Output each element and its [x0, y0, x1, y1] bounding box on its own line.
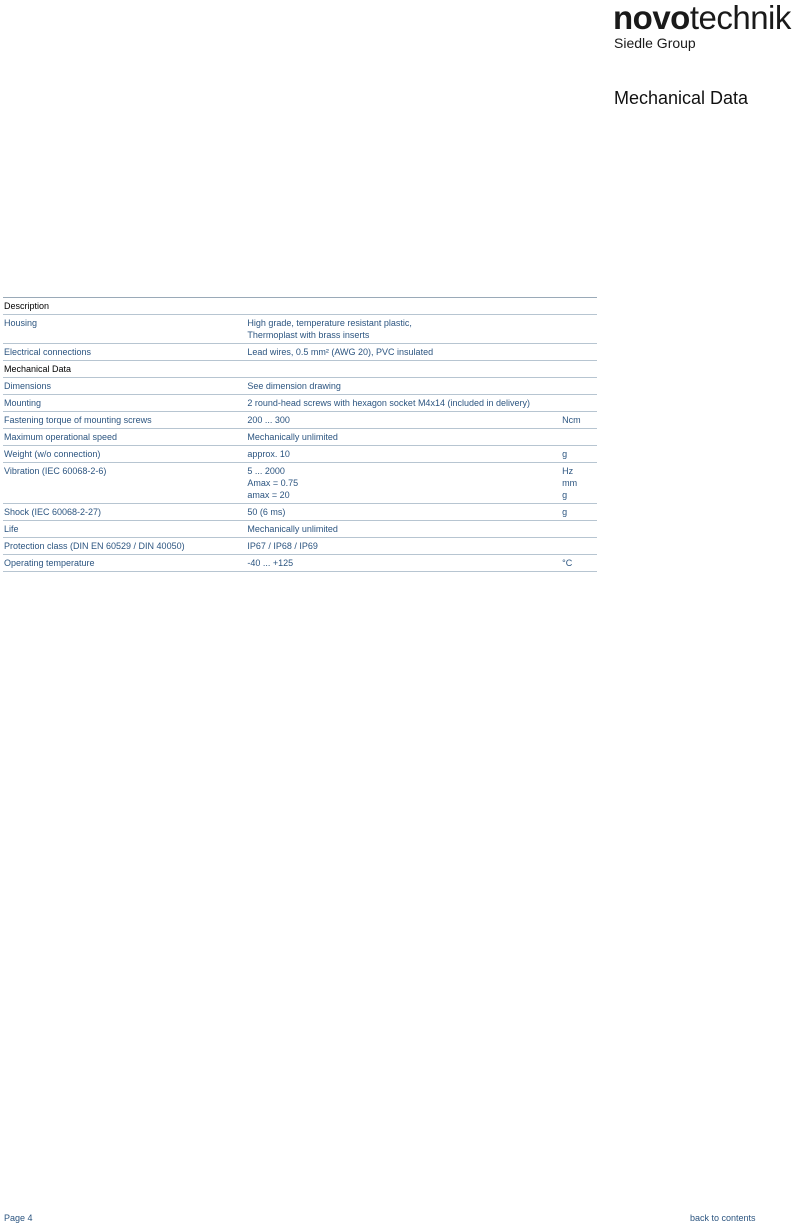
- value-line: 50 (6 ms): [247, 507, 286, 517]
- row-label: Housing: [4, 318, 38, 328]
- table-row: [3, 412, 597, 429]
- table-row: [3, 395, 597, 412]
- unit-line: [562, 380, 596, 392]
- back-to-contents-link[interactable]: back to contents: [690, 1213, 756, 1223]
- row-value: [246, 521, 561, 538]
- row-label: Weight (w/o connection): [4, 449, 101, 459]
- unit-line: [562, 397, 596, 409]
- row-unit: [561, 361, 597, 378]
- row-unit: [561, 298, 597, 315]
- value-line: -40 ... +125: [247, 558, 294, 568]
- table-row: [3, 315, 597, 344]
- page-number: Page 4: [4, 1213, 33, 1223]
- row-unit: [561, 378, 597, 395]
- value-line: High grade, temperature resistant plastic,: [247, 318, 412, 328]
- row-unit: [561, 412, 597, 429]
- row-label: Dimensions: [4, 381, 52, 391]
- row-value: [246, 315, 561, 344]
- table-row: [3, 429, 597, 446]
- row-value: [246, 395, 561, 412]
- unit-line: Ncm: [562, 415, 581, 425]
- row-label: Fastening torque of mounting screws: [4, 415, 152, 425]
- section-title: Mechanical Data: [4, 364, 72, 374]
- row-unit: [561, 344, 597, 361]
- value-line: approx. 10: [247, 449, 290, 459]
- page-title: Mechanical Data: [614, 88, 749, 108]
- unit-line: [562, 540, 596, 552]
- row-value: [246, 555, 561, 572]
- row-value: [246, 429, 561, 446]
- value-line: Mechanically unlimited: [247, 432, 338, 442]
- table-row: [3, 504, 597, 521]
- value-line: 5 ... 2000: [247, 466, 285, 476]
- table-row: [3, 446, 597, 463]
- value-line: IP67 / IP68 / IP69: [247, 541, 318, 551]
- row-unit: [561, 521, 597, 538]
- value-line: Amax = 0.75: [247, 478, 299, 488]
- row-value: [246, 446, 561, 463]
- row-unit: [561, 555, 597, 572]
- row-value: [246, 412, 561, 429]
- row-unit: [561, 538, 597, 555]
- value-line: 2 round-head screws with hexagon socket M4x14 (included in delivery): [247, 398, 530, 408]
- table-row: [3, 378, 597, 395]
- logo-wordmark-bold: novo: [613, 0, 690, 36]
- unit-line: °C: [562, 558, 573, 568]
- row-value: [246, 361, 561, 378]
- row-label: Electrical connections: [4, 347, 92, 357]
- unit-line: [562, 431, 596, 443]
- unit-line: g: [562, 507, 568, 517]
- value-line: Mechanically unlimited: [247, 524, 338, 534]
- value-line: Lead wires, 0.5 mm² (AWG 20), PVC insulated: [247, 347, 434, 357]
- row-label: Mounting: [4, 398, 42, 408]
- table-section-header: [3, 298, 597, 315]
- value-line: amax = 20: [247, 490, 290, 500]
- table-row: [3, 521, 597, 538]
- value-line: Thermoplast with brass inserts: [247, 330, 370, 340]
- table-row: [3, 555, 597, 572]
- row-label: Life: [4, 524, 19, 534]
- row-value: [246, 504, 561, 521]
- table-row: [3, 538, 597, 555]
- unit-line: g: [562, 449, 568, 459]
- row-unit: [561, 315, 597, 344]
- row-unit: [561, 429, 597, 446]
- unit-line: Hz: [562, 466, 574, 476]
- row-label: Shock (IEC 60068-2-27): [4, 507, 102, 517]
- row-unit: [561, 463, 597, 504]
- row-label: Protection class (DIN EN 60529 / DIN 40050): [4, 541, 185, 551]
- spec-table: [3, 297, 597, 572]
- row-value: [246, 378, 561, 395]
- table-row: [3, 463, 597, 504]
- section-title: Description: [4, 301, 50, 311]
- table-section-header: [3, 361, 597, 378]
- unit-line: [562, 346, 596, 358]
- logo-wordmark-light: technik: [689, 0, 791, 36]
- row-label: Vibration (IEC 60068-2-6): [4, 466, 107, 476]
- unit-line: [562, 317, 596, 329]
- table-row: [3, 344, 597, 361]
- unit-line: mm: [562, 478, 578, 488]
- row-value: [246, 344, 561, 361]
- row-value: [246, 538, 561, 555]
- row-unit: [561, 395, 597, 412]
- row-unit: [561, 504, 597, 521]
- row-value: [246, 298, 561, 315]
- row-label: Operating temperature: [4, 558, 95, 568]
- unit-line: g: [562, 490, 568, 500]
- novotechnik-logo: [613, 2, 791, 51]
- row-unit: [561, 446, 597, 463]
- logo-wordmark: [613, 2, 791, 34]
- logo-subtitle: Siedle Group: [614, 35, 696, 51]
- row-value: [246, 463, 561, 504]
- value-line: 200 ... 300: [247, 415, 290, 425]
- row-label: Maximum operational speed: [4, 432, 118, 442]
- value-line: See dimension drawing: [247, 381, 341, 391]
- unit-line: [562, 523, 596, 535]
- spec-table-body: [3, 298, 597, 572]
